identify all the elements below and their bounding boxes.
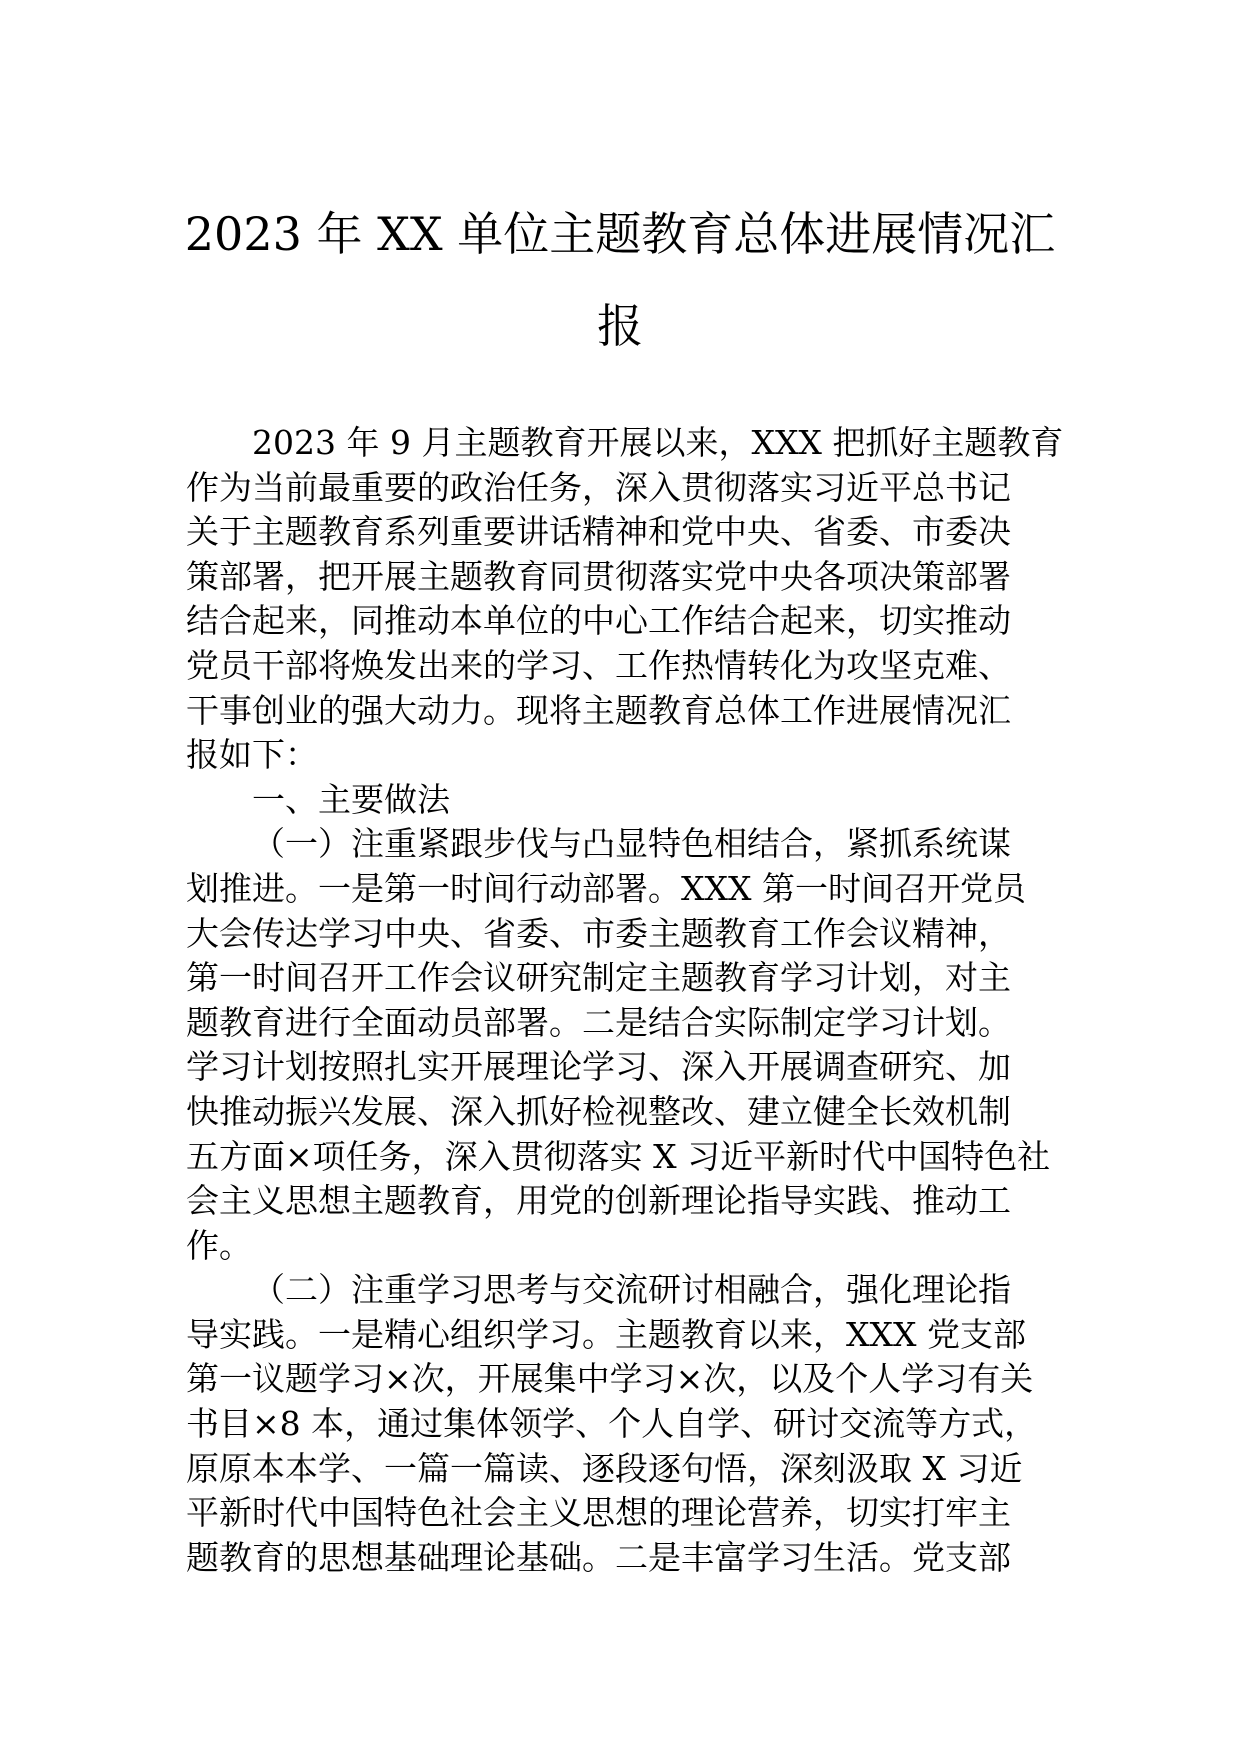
paragraph-line: 报如下：: [186, 735, 318, 775]
paragraph-line: 作。: [186, 1225, 252, 1265]
paragraph-line: 题教育的思想基础理论基础。二是丰富学习生活。党支部: [186, 1537, 1011, 1577]
paragraph-line: 干事创业的强大动力。现将主题教育总体工作进展情况汇: [186, 690, 1011, 730]
document-title: [180, 188, 1060, 372]
paragraph-line: 平新时代中国特色社会主义思想的理论营养，切实打牢主: [186, 1493, 1011, 1533]
paragraph-line: 关于主题教育系列重要讲话精神和党中央、省委、市委决: [186, 512, 1011, 552]
paragraph-line: 导实践。一是精心组织学习。主题教育以来，XXX 党支部: [186, 1314, 1026, 1354]
paragraph-line: 会主义思想主题教育，用党的创新理论指导实践、推动工: [186, 1181, 1011, 1221]
paragraph-line: 五方面×项任务，深入贯彻落实 X 习近平新时代中国特色社: [186, 1136, 1051, 1176]
paragraph-line: 2023 年 9 月主题教育开展以来，XXX 把抓好主题教育: [252, 423, 1064, 462]
paragraph-line: 第一议题学习×次，开展集中学习×次，以及个人学习有关: [186, 1359, 1034, 1399]
paragraph-line: 划推进。一是第一时间行动部署。XXX 第一时间召开党员: [186, 868, 1026, 908]
paragraph-line: 题教育进行全面动员部署。二是结合实际制定学习计划。: [186, 1002, 1011, 1042]
document-body: [186, 421, 1064, 1580]
title-line: 2023 年 XX 单位主题教育总体进展情况汇: [184, 207, 1056, 261]
paragraph-line: 党员干部将焕发出来的学习、工作热情转化为攻坚克难、: [186, 645, 1011, 685]
paragraph-line: 快推动振兴发展、深入抓好检视整改、建立健全长效机制: [186, 1091, 1011, 1131]
paragraph-line: 大会传达学习中央、省委、市委主题教育工作会议精神，: [186, 913, 1011, 953]
paragraph-line: 策部署，把开展主题教育同贯彻落实党中央各项决策部署: [186, 556, 1011, 596]
section-heading: 一、主要做法: [252, 779, 450, 819]
paragraph-line: 学习计划按照扎实开展理论学习、深入开展调查研究、加: [186, 1047, 1011, 1087]
paragraph-line: 结合起来，同推动本单位的中心工作结合起来，切实推动: [186, 601, 1011, 641]
paragraph-line: 第一时间召开工作会议研究制定主题教育学习计划，对主: [186, 958, 1011, 998]
paragraph-line: 书目×8 本，通过集体领学、个人自学、研讨交流等方式，: [186, 1404, 1038, 1444]
paragraph-line: 原原本本学、一篇一篇读、逐段逐句悟，深刻汲取 X 习近: [186, 1448, 1023, 1488]
subsection-line: （二）注重学习思考与交流研讨相融合，强化理论指: [252, 1270, 1011, 1310]
title-line: 报: [597, 299, 643, 353]
paragraph-line: 作为当前最重要的政治任务，深入贯彻落实习近平总书记: [186, 467, 1011, 507]
subsection-line: （一）注重紧跟步伐与凸显特色相结合，紧抓系统谋: [252, 824, 1011, 864]
